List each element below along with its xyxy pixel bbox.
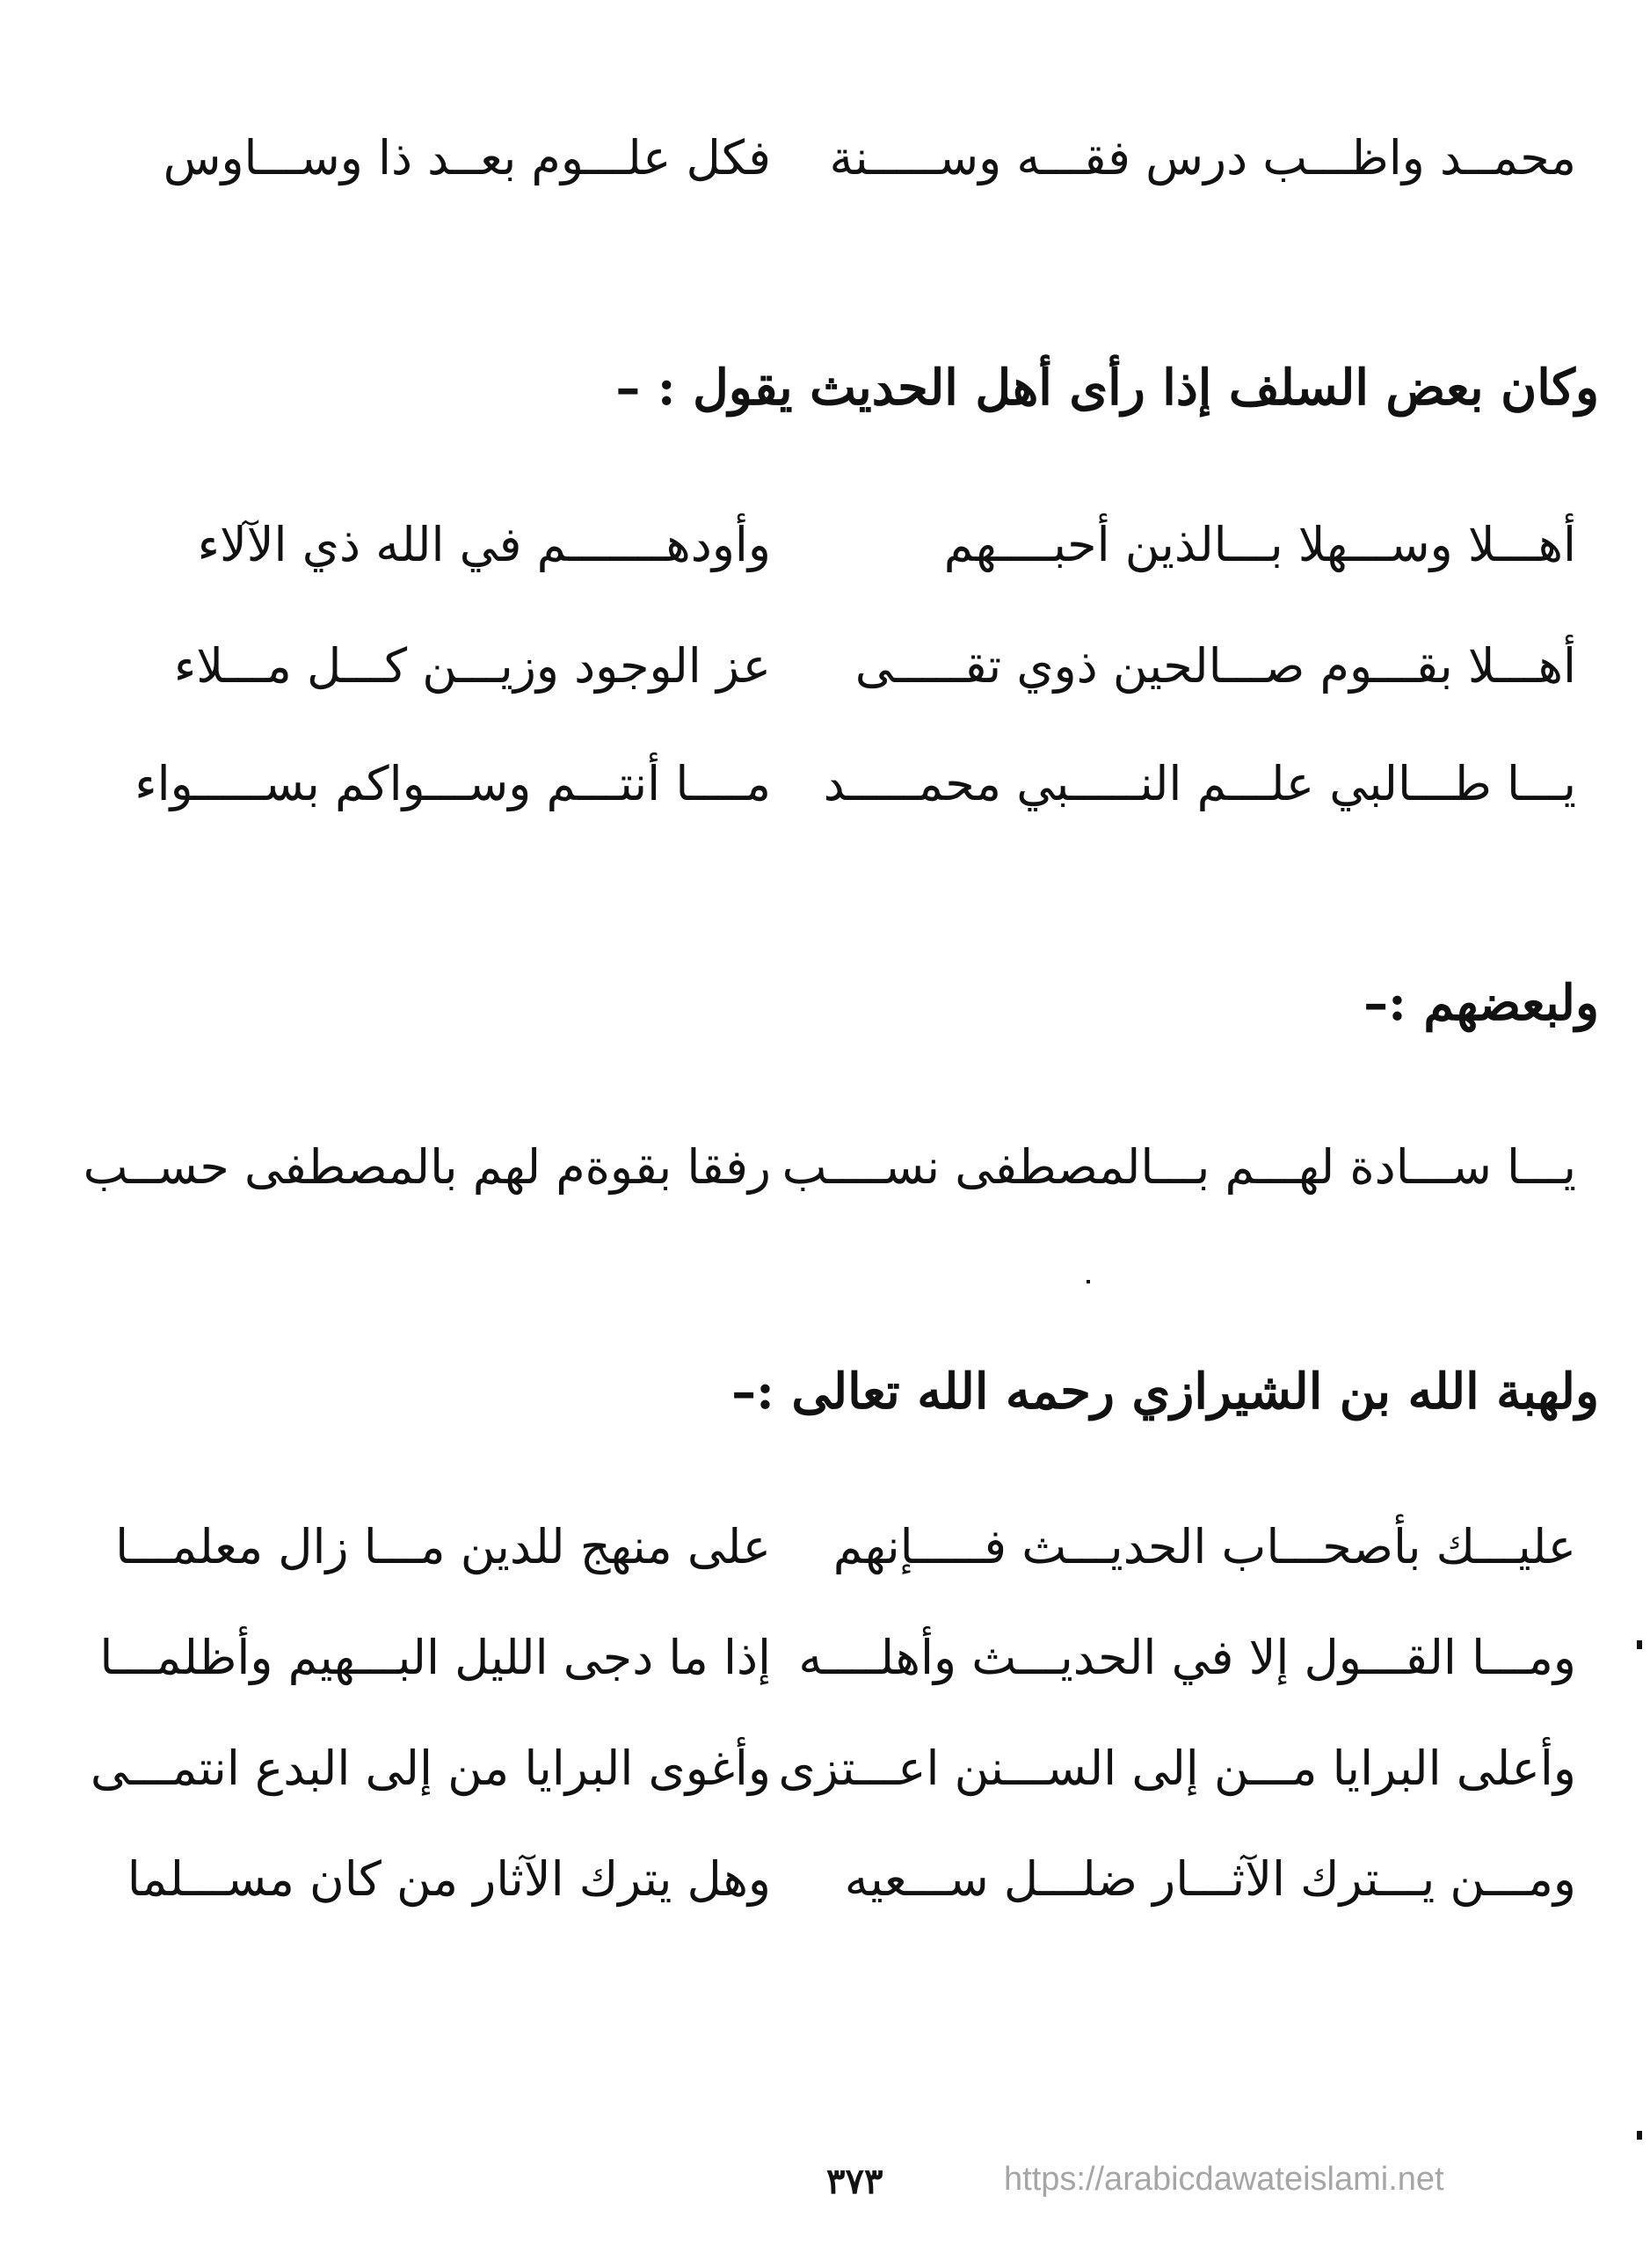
verse-second-hemistich: وأغوى البرايا من إلى البدع انتمـــى xyxy=(90,1741,771,1796)
page-number: ٣٧٣ xyxy=(826,2161,883,2202)
verse-first-hemistich: أهـــلا بقـــوم صـــالحين ذوي تقـــــى xyxy=(854,638,1576,694)
margin-mark xyxy=(1637,1640,1642,1649)
verse-1-2 xyxy=(0,631,1650,701)
margin-mark xyxy=(1637,2131,1642,2140)
verse-second-hemistich: مــــا أنتـــم وســـواكم بســـــواء xyxy=(134,756,771,811)
verse-second-hemistich: وأودهـــــــم في الله ذي الآلاء xyxy=(197,517,771,572)
verse-3-3 xyxy=(0,1734,1650,1804)
section-heading-2: ولبعضهم :– xyxy=(1363,974,1599,1032)
watermark-url: https://arabicdawateislami.net xyxy=(1004,2161,1444,2198)
verse-3-2 xyxy=(0,1623,1650,1693)
verse-first-hemistich: أهـــلا وســـهلا بـــالذين أحبــــهم xyxy=(943,517,1576,572)
verse-first-hemistich: وأعلى البرايا مـــن إلى الســـنن اعـــتزى xyxy=(778,1741,1576,1796)
verse-1-1 xyxy=(0,510,1650,580)
verse-second-hemistich: فكل علـــوم بعــد ذا وســـاوس xyxy=(163,130,771,185)
verse-second-hemistich: إذا ما دجى الليل البـــهيم وأظلمـــا xyxy=(99,1630,771,1685)
verse-first-hemistich: ومـــا القـــول إلا في الحديـــث وأهلــــه xyxy=(798,1630,1576,1685)
verse-intro xyxy=(0,123,1650,193)
section-heading-3: ولهبة الله بن الشيرازي رحمه الله تعالى :– xyxy=(731,1363,1599,1421)
verse-3-4 xyxy=(0,1844,1650,1915)
verse-first-hemistich: ومـــن يـــترك الآثـــار ضلـــل ســـعيه xyxy=(844,1851,1576,1907)
verse-first-hemistich: يـــا طـــالبي علـــم النـــــبي محمـــــد xyxy=(823,756,1576,811)
verse-1-3 xyxy=(0,749,1650,819)
section-heading-1: وكان بعض السلف إذا رأى أهل الحديث يقول : – xyxy=(615,359,1599,417)
verse-2-1 xyxy=(0,1132,1650,1203)
verse-first-hemistich: محمــد واظـــب درس فقـــه وســـــنة xyxy=(829,130,1576,185)
verse-second-hemistich: رفقا بقوةم لهم بالمصطفى حســب xyxy=(83,1139,771,1195)
verse-second-hemistich: وهل يترك الآثار من كان مســـلما xyxy=(127,1851,771,1907)
verse-3-1 xyxy=(0,1512,1650,1582)
verse-first-hemistich: عليـــك بأصحـــاب الحديـــث فـــــإنهم xyxy=(832,1519,1576,1574)
verse-second-hemistich: على منهج للدين مـــا زال معلمـــا xyxy=(115,1519,771,1574)
page-speck xyxy=(1087,1280,1090,1283)
verse-second-hemistich: عز الوجود وزيـــن كـــل مـــلاء xyxy=(173,638,771,694)
verse-first-hemistich: يـــا ســـادة لهـــم بـــالمصطفى نســــب xyxy=(781,1139,1576,1195)
